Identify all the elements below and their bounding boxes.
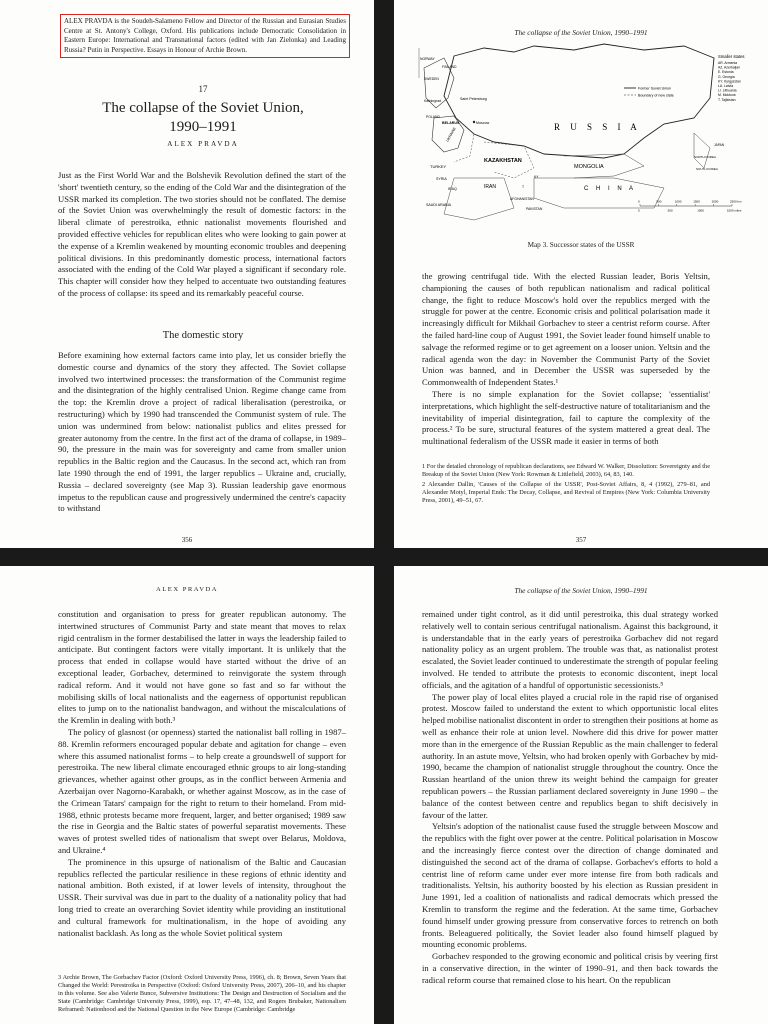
footnotes [422,463,710,507]
scan-gutter-vertical [374,0,394,1024]
label-south-korea: SOUTH KOREA [696,167,718,171]
footnote-3: 3 Archie Brown, The Gorbachev Factor (Oxford: Oxford University Press, 1996), ch. 8; Brown, Seven Years that Changed the World: Perestroika in Perspective (Oxford: Oxford University Press, 2007), 206–10, and his chapter in this volume. See also Valerie Bunce, Subversive Institutions: The Design and Destruction of Socialism and the State (Cambridge: Cambridge University Press, 1999), esp. 17, 47–48, 132, and Rogers Brubaker, Nationalism Reframed: Nationhood and the National Question in the New Europe (Cambridge: Cambridge [58,974,346,1014]
label-poland: POLAND [426,115,440,119]
body-paragraph-1: the growing centrifugal tide. With the elected Russian leader, Boris Yeltsin, championing the causes of both republican nationalism and radical political change, the fight to reduce Moscow's hold over the republics merged with the struggle for power at the centre. Economic crisis and political polarisation made it increasingly difficult for Mikhail Gorbachev to steer a centrist reform course. After the failed hard-line coup of August 1991, the Soviet leader found himself unable to salvage the reformed regime or to get agreement on a looser union. Yeltsin and the radical agenda won the day: in November the Communist Party of the Soviet Union was banned, and in December the USSR was superseded by the Commonwealth of Independent States.¹ [422,271,710,388]
scale-km-label: 0 [638,199,640,204]
legend-title: Smaller states [718,54,745,59]
scan-gutter-horizontal [0,548,768,566]
body-paragraph-3: Yeltsin's adoption of the nationalist cause fused the struggle between Moscow and the republics with the fight over power at the centre. Political polarisation in Moscow and the increasingly fierce contest over the direction of change dominated and distinguished the second act of the drama of collapse. Gorbachev's efforts to hold a centrist line of reform came under ever more intense fire from both radicals and traditionalists. Yeltsin, his authority boosted by his election as Russian president in June 1991, led a coalition of nationalists and radical democrats which pressed the Kremlin to transform the regime and the federation. At the same time, Gorbachev found himself under growing pressure from conservative forces to retrench on both fronts. Beleaguered politically, the Soviet leader also found himself plagued by mounting economic problems. [422,821,718,950]
successor-states-map [414,38,754,228]
scale-km-label: 1000 [674,199,682,204]
legend-item: AR. Armenia [718,61,738,65]
label-turkey: TURKEY [430,164,447,169]
label-finland: FINLAND [442,65,457,69]
body-paragraph-4: Gorbachev responded to the growing economic and political crisis by veering first in a conservative direction, in the winter of 1990–91, and then back towards the radical reform course that remained close to his heart. On the republican [422,951,718,985]
label-pakistan: PAKISTAN [526,207,543,211]
intro-text: Just as the First World War and the Bolshevik Revolution defined the start of the 'short' twentieth century, so the ending of the Cold War and the disintegration of the USSR marked its completion. The two stories should not be conflated. The demise of the Soviet Union was overwhelmingly the result of domestic factors: in the liberal climate of perestroika, ethnic nationalist movements flourished and provided effective vehicles for republican elites who were looking to gain power at the expense of a Kremlin weakened by mounting economic troubles and deepening political divisions. In this predominantly domestic process, international factors associated with the ending of the Cold War played a significant if secondary role. This chapter will consider how they helped to accentuate two outstanding features of the process of collapse: its speed and its remarkably peaceful course. [58,170,346,298]
legend-item: T. Tajikistan [718,97,736,102]
map-caption: Map 3. Successor states of the USSR [527,241,635,249]
page-number: 357 [575,536,587,544]
footnote-1: 1 For the detailed chronology of republican declarations, see Edward W. Walker, Dissolution: Sovereignty and the Breakup of the Soviet Union (New York: Rowman & Littlefield, 2003), 64, 83, 140. [422,463,710,479]
label-norway: NORWAY [420,57,435,61]
label-tajikistan-code: T [522,185,525,189]
body-text [58,609,346,939]
legend-item: G. Georgia [718,74,735,79]
scale-km-label: 2000 [711,199,719,204]
label-kazakhstan: KAZAKHSTAN [484,158,522,164]
running-head: ALEX PRAVDA [156,586,218,593]
legend-item: E. Estonia [718,70,734,75]
page-359 [394,566,768,1024]
body-text [422,271,710,448]
body-paragraph-2: There is no simple explanation for the Soviet collapse; 'essentialist' interpretations, which highlight the self-destructive nature of totalitarianism and the inevitability of imperial disintegration, fail to capture the complexity of the process.² To be sure, structural features of the system mattered a great deal. The multinational federalism of the USSR made it easier in terms of both [422,388,710,447]
label-syria: SYRIA [436,177,447,181]
body-paragraph-2: The power play of local elites played a crucial role in the rapid rise of organised protest. Moscow failed to understand the extent to which opportunistic local elites helped mobilise nationalist discontent in order to strengthen their positions at home as well as enhance their role at union level. Nowhere did this drive for power matter more than in the emergence of the Russian Republic as the main challenger to federal authority. In an astute move, Yeltsin, who had broken openly with Gorbachev by mid-1990, became the champion of nationalist struggle throughout the country. Once the Russian heartland of the union threw its weight behind the campaign for greater republican powers – the Russian parliament declared sovereignty in June 1990 – the balance of the contest between centre and republics began to shift decisively in favour of the latter. [422,691,718,820]
label-japan: JAPAN [714,143,725,147]
chapter-title [60,99,346,137]
legend-item: LI. Lithuania [718,88,737,93]
page-358 [0,566,374,1024]
scale-km-label: 1500 [693,199,700,204]
page-357 [394,0,768,548]
legend-item: AZ. Azerbaijan [718,65,741,70]
body-paragraph-1: remained under tight control, as it did until perestroika, this dual strategy worked relatively well to contain serious centrifugal nationalism. Against this background, it is understandable that in the early years of perestroika Gorbachev did not regard nationality policy as an urgent problem. The trouble was that, as nationalist protest escalated, the Soviet leader continued to underestimate the strength of popular feeling involved. He tended to attribute the protests to economic discontent, inept local officials, and the agitation of a handful of opportunistic secessionists.⁵ [422,609,718,690]
label-afghanistan: AFGHANISTAN [510,197,534,201]
page-356 [0,0,374,548]
running-head: The collapse of the Soviet Union, 1990–1991 [514,28,648,37]
label-iraq: IRAQ [448,187,457,191]
body-paragraph-2: The policy of glasnost (or openness) started the nationalist ball rolling in 1987–88. Kremlin reformers encouraged popular debate and agitation for change – even where this assumed nationalist forms – to help create a groundswell of support for perestroika. The new liberal climate encouraged ethnic groups to air long-standing grievances, whether against other groups, as in the conflict between Armenia and Azerbaijan over Nagorno-Karabakh, or whether against Moscow, as in the case of the Crimean Tatars' campaign for the right to return to their homeland. From mid-1988, ethnic protests became more frequent, larger, and better organised; 1989 saw the rise in Georgia and the Baltic states of powerful separatist movements. These waves of protest swelled tides of nationalism that swept over Belarus, Moldova, and Ukraine.⁴ [58,726,346,855]
body-text [58,350,346,515]
footnote-2: 2 Alexander Dallin, 'Causes of the Collapse of the USSR', Post-Soviet Affairs, 8, 4 (1992), 279–81, and Alexander Motyl, Imperial Ends: The Decay, Collapse, and Revival of Empires (New York: Columbia University Press, 2001), 49–51, 67. [422,481,710,505]
legend-former-union: Former Soviet Union [638,86,671,91]
label-belarus: BELARUS [442,121,460,125]
scale-mile-label: 1000 [697,208,704,213]
chapter-title-line1: The collapse of the Soviet Union, [102,100,304,116]
scale-km-label: 500 [656,199,662,204]
running-head: The collapse of the Soviet Union, 1990–1991 [514,586,648,595]
label-china: C H I N A [584,186,637,192]
scale-mile-label: 0 [638,208,640,213]
body-paragraph: Before examining how external factors came into play, let us consider briefly the domestic course and dynamics of the story they affected. The Soviet collapse involved two intertwined processes: the transformation of the Communist regime and the disintegration of the highly centralised Union. Regime change came from the top: the Kremlin drove a project of radical liberalisation (perestroika, or restructuring) which by 1990 had transcended the Communist system of rule. The union was undermined from below: nationalist publics and elites pressed for greater autonomy from the centre. In the first act of the drama of collapse, in 1989–90, the pressure in the main was for sovereignty and came from smaller union republics in the Baltic region and the Caucasus. In the second act, which ran from late 1990 through the end of 1991, the larger republics – Ukraine and, crucially, Russia – declared sovereignty (see Map 3). Russian leadership gave enormous impetus to the republican cause and progressively undermined the centre's capacity to withstand [58,350,346,514]
label-moscow: Moscow [476,121,490,125]
label-kaliningrad: Kaliningrad [424,99,441,103]
legend-new-state-boundary: Boundary of new state [638,93,674,98]
label-ukraine: UKRAINE [445,126,457,143]
footnotes [58,974,346,1016]
label-iran: IRAN [484,184,496,190]
page-number: 356 [181,536,193,544]
legend-item: LA. Latvia [718,84,734,88]
chapter-author: ALEX PRAVDA [167,140,239,148]
legend-item: M. Moldova [718,93,736,98]
label-saudi-arabia: SAUDI ARABIA [426,203,451,207]
scale-mile-label: 1500 miles [726,208,742,213]
section-heading: The domestic story [162,330,244,341]
label-saint-petersburg: Saint Petersburg [460,97,487,101]
label-kyrgyzstan-code: KY [534,175,539,179]
moscow-marker [473,121,475,123]
body-paragraph-1: constitution and organisation to press for greater republican autonomy. The intertwined structures of Communist Party and state meant that moves to relax rigid centralism in the former destabilised the latter in ways the leadership failed to anticipate. But contingent factors were vitally important. It is unlikely that the process that ended in collapse would have started without the drive of an exceptional leader, Gorbachev, determined to reinvigorate the system through radical reform. And it would not have gone so fast and so far without the mobilising skills of local nationalists and the eagerness of opportunist republican elites to jump on to the nationalist bandwagon, and without the miscalculations of the Kremlin in dealing with both.³ [58,609,346,726]
chapter-title-line2: 1990–1991 [169,119,237,135]
legend-item: KY. Kyrgyzstan [718,79,741,84]
scale-mile-label: 500 [667,208,673,213]
label-sweden: SWEDEN [424,77,439,81]
intro-paragraph [58,170,346,300]
label-russia: R U S S I A [554,122,641,132]
scale-km-label: 2500 km [730,199,742,204]
label-mongolia: MONGOLIA [574,164,604,170]
body-text [422,609,718,987]
body-paragraph-3: The prominence in this upsurge of nationalism of the Baltic and Caucasian republics reflected the particular resilience in these regions of ethnic identity and national ambition. Both existed, if at lower levels of intensity, throughout the USSR. Their survival was due in part to the duality of a nationality policy that had long tried to create an overarching Soviet identity while providing an institutional and cultural framework for multinationalism, in the hope of avoiding any nationalist backlash. As long as the whole Soviet political system [58,856,346,938]
map-background [414,38,754,228]
chapter-number: 17 [198,84,208,94]
label-north-korea: NORTH KOREA [694,155,716,159]
author-bio-note[interactable]: ALEX PRAVDA is the Soudeh-Salameno Fellow and Director of the Russian and Eurasian Studies Centre at St. Antony's College, Oxford. His publications include Democratic Consolidation in Eastern Europe: International and Transnational factors (edited with Jan Zielonka) and Leading Russia? Putin in Perspective. Essays in Honour of Archie Brown. [60,14,350,58]
